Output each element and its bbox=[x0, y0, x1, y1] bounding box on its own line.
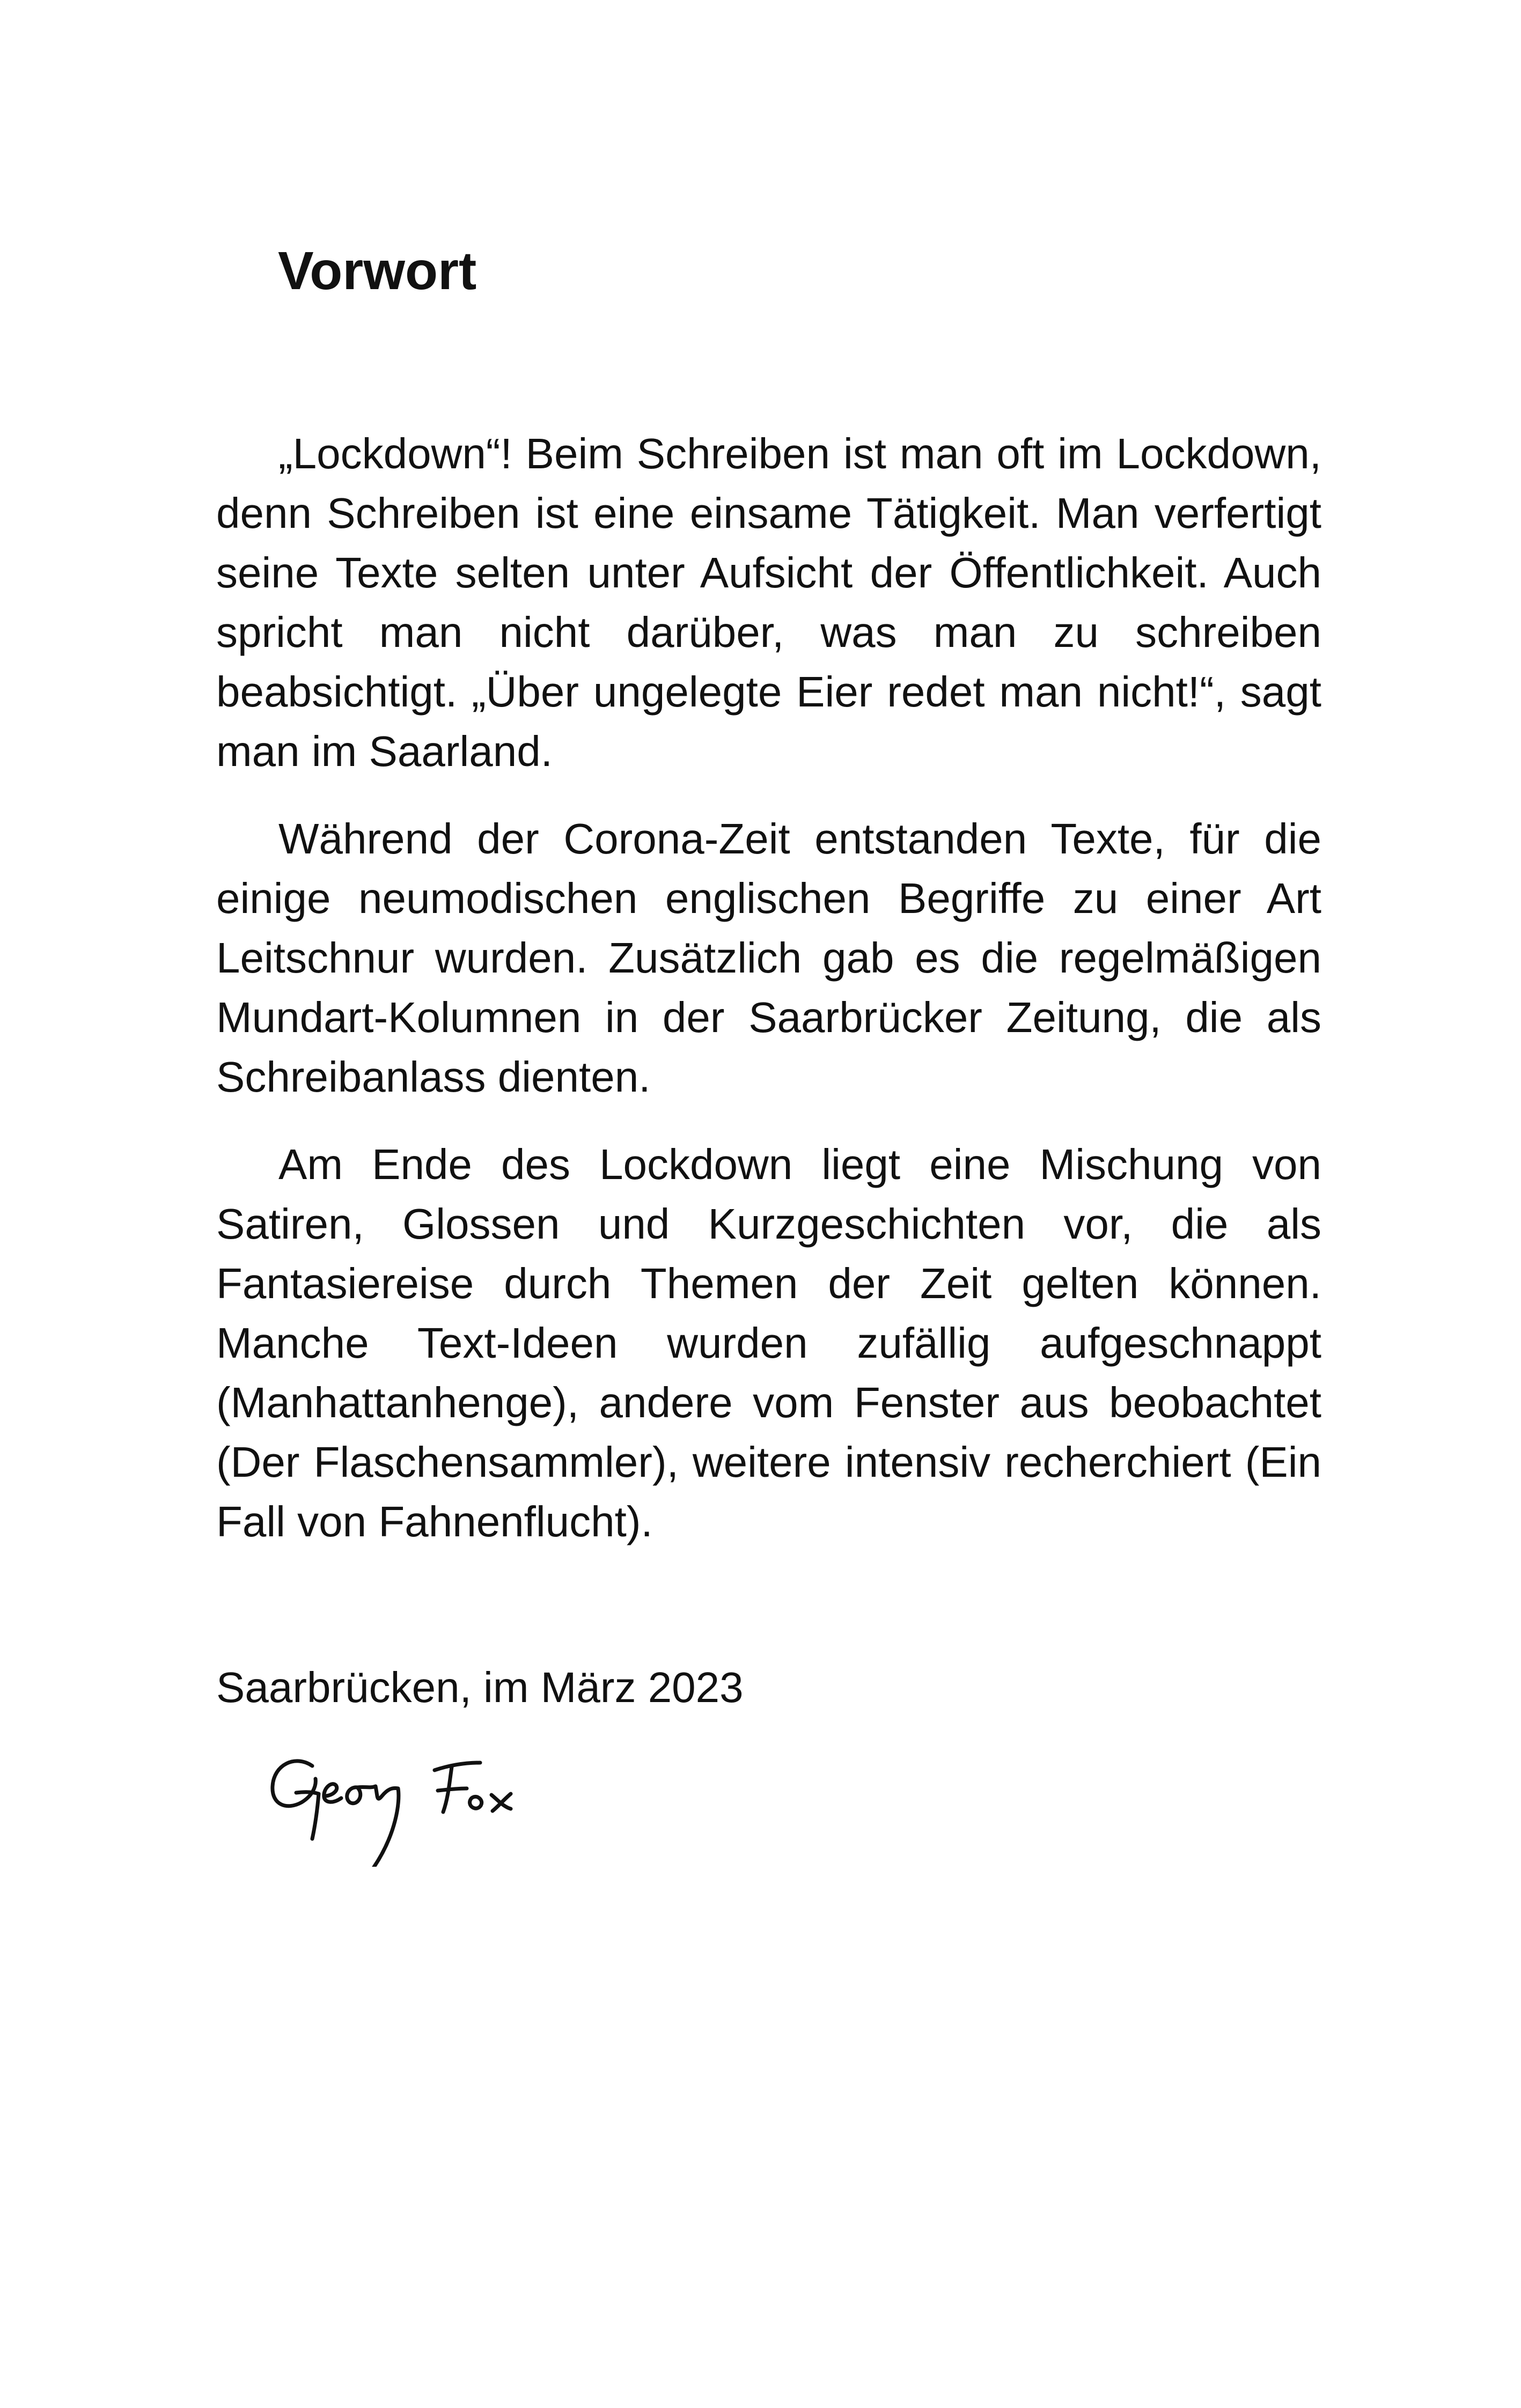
place-date: Saarbrücken, im März 2023 bbox=[216, 1663, 744, 1711]
paragraph-2: Während der Corona-Zeit entstanden Texte, für die einige neumodischen englischen Begriffe zu einer Art Leitschnur wurden. Zusätzlich gab es die regelmäßigen Mundart-Kolumnen in der Saarbrücker Zeitung, die als Schreibanlass dienten. bbox=[216, 815, 1321, 1101]
preface-body bbox=[216, 424, 1321, 1579]
handwritten-signature bbox=[263, 1743, 596, 1867]
paragraph-1: „Lockdown“! Beim Schreiben ist man oft im Lockdown, denn Schreiben ist eine einsame Tätigkeit. Man verfertigt seine Texte selten unter Aufsicht der Öffentlichkeit. Auch spricht man nicht darüber, was man zu schreiben beabsichtigt. „Über ungelegte Eier redet man nicht!“, sagt man im Saarland. bbox=[216, 430, 1321, 775]
page-title: Vorwort bbox=[278, 241, 477, 301]
paragraph-3: Am Ende des Lockdown liegt eine Mischung von Satiren, Glossen und Kurzgeschichten vor, die als Fantasiereise durch Themen der Zeit gelten können. Manche Text-Ideen wurden zufällig aufgeschnappt (Manhattanhenge), andere vom Fenster aus beobachtet (Der Flaschensammler), weitere intensiv recherchiert (Ein Fall von Fahnenflucht). bbox=[216, 1140, 1321, 1545]
